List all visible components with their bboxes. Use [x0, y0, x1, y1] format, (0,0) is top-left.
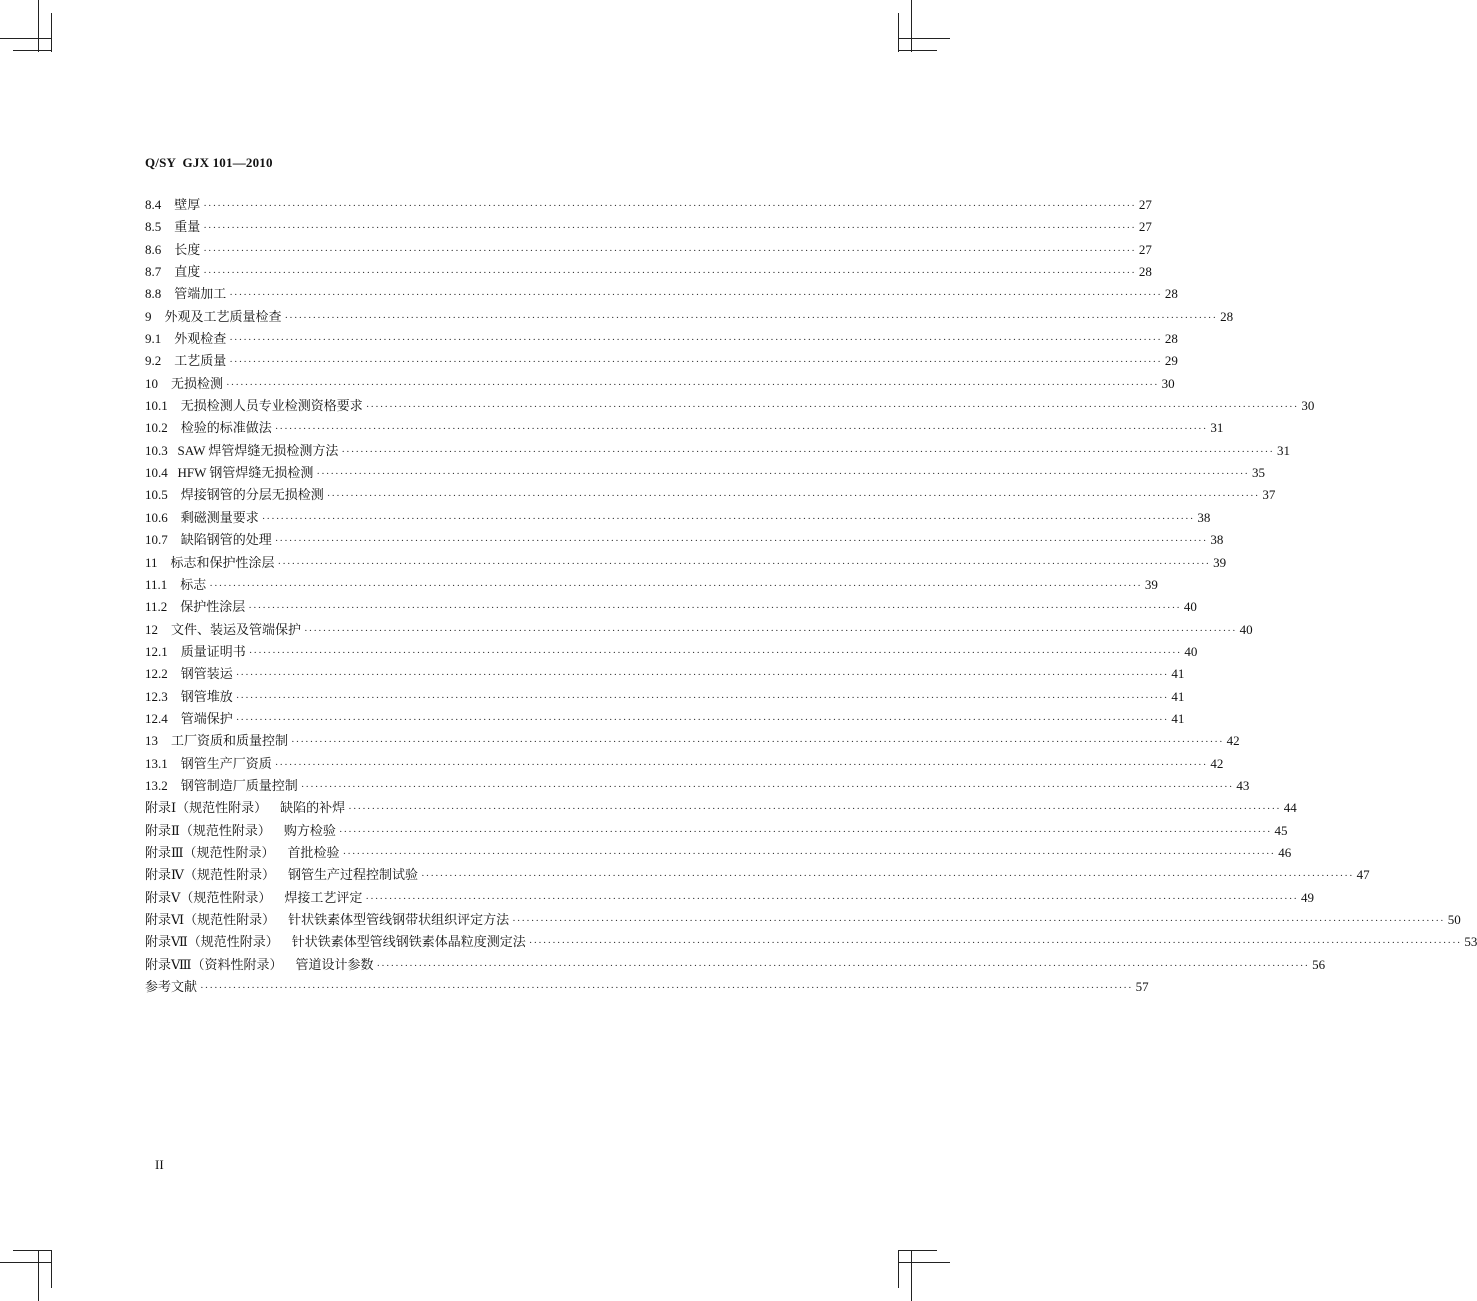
toc-entry-page: 38 [1197, 509, 1211, 525]
toc-entry-page: 30 [1301, 398, 1315, 414]
toc-dot-leader: ········································································································································································································ [235, 691, 1169, 704]
toc-entry[interactable] [145, 261, 1152, 283]
toc-dot-leader: ········································································································································································································ [291, 736, 1224, 749]
toc-entry-title: 剩磁测量要求 [180, 509, 259, 525]
toc-entry-title: 无损检测人员专业检测资格要求 [180, 398, 363, 414]
toc-entry[interactable] [145, 663, 1185, 685]
crop-mark [13, 50, 52, 51]
toc-entry-number: 10.4 [145, 465, 168, 481]
toc-entry-number: 11.2 [145, 599, 168, 615]
toc-entry-gap [168, 663, 181, 685]
toc-entry-number: 12.4 [145, 710, 168, 726]
toc-dot-leader: ········································································································································································································ [274, 535, 1208, 548]
toc-entry-gap [168, 686, 181, 708]
toc-entry-page: 41 [1171, 666, 1185, 682]
toc-entry[interactable] [145, 775, 1250, 797]
toc-entry-gap [161, 239, 174, 261]
toc-entry-gap [167, 596, 180, 618]
toc-entry[interactable] [145, 350, 1178, 372]
toc-entry-page: 27 [1138, 197, 1152, 212]
toc-entry[interactable] [145, 484, 1276, 506]
toc-entry-gap [279, 931, 292, 953]
toc-entry-number: 10 [145, 375, 158, 391]
toc-entry-page: 37 [1262, 487, 1276, 503]
toc-entry-page: 39 [1144, 576, 1158, 592]
toc-dot-leader: ········································································································································································································ [200, 982, 1133, 995]
toc-entry-page: 50 [1447, 912, 1461, 927]
toc-entry-number: 9.1 [145, 331, 162, 347]
toc-dot-leader: ········································································································································································································ [203, 200, 1136, 212]
table-of-contents [145, 194, 1477, 998]
toc-entry-gap [161, 216, 174, 238]
toc-entry[interactable] [145, 373, 1175, 395]
toc-entry-gap [168, 440, 178, 462]
toc-entry-number: 10.6 [145, 509, 168, 525]
toc-entry-title: 重量 [174, 219, 201, 235]
toc-entry-number: 12.1 [145, 643, 168, 659]
toc-entry-number: 12 [145, 621, 158, 637]
toc-entry-title: 无损检测 [171, 375, 224, 391]
toc-entry-title: 标志 [180, 576, 207, 592]
toc-dot-leader: ········································································································································································································ [203, 244, 1136, 257]
toc-entry-number: 附录Ⅶ（规范性附录） [145, 934, 279, 950]
toc-entry-title: 外观检查 [174, 331, 227, 347]
toc-entry-gap [168, 395, 181, 417]
toc-entry[interactable] [145, 708, 1185, 730]
toc-entry-page: 45 [1274, 822, 1288, 838]
toc-entry-page: 40 [1183, 599, 1197, 615]
toc-entry-gap [275, 909, 288, 931]
toc-entry-page: 38 [1210, 532, 1224, 548]
crop-mark [38, 1250, 39, 1301]
toc-entry-number: 附录Ⅰ（规范性附录） [145, 800, 268, 816]
toc-entry-title: 焊接钢管的分层无损检测 [180, 487, 324, 503]
toc-entry[interactable] [145, 440, 1290, 462]
toc-entry-title: HFW 钢管焊缝无损检测 [177, 465, 314, 481]
toc-entry-number: 11 [145, 554, 158, 570]
crop-mark [38, 0, 39, 52]
toc-entry[interactable] [145, 328, 1178, 350]
toc-entry-gap [158, 373, 171, 395]
toc-entry-number: 8.6 [145, 241, 162, 257]
toc-entry-number: 13 [145, 733, 158, 749]
toc-entry-page: 27 [1138, 219, 1152, 235]
toc-entry-gap [168, 641, 181, 663]
toc-entry-number: 附录Ⅱ（规范性附录） [145, 822, 271, 838]
crop-mark [0, 1262, 52, 1263]
crop-mark [898, 1262, 950, 1263]
toc-entry-gap [158, 552, 171, 574]
toc-entry-gap [271, 887, 284, 909]
toc-entry-number: 13.1 [145, 755, 168, 771]
toc-entry-page: 42 [1210, 755, 1224, 771]
toc-dot-leader: ········································································································································································································ [274, 758, 1208, 771]
toc-entry-gap [168, 753, 181, 775]
toc-dot-leader: ········································································································································································································ [203, 222, 1136, 235]
toc-entry-gap [282, 954, 295, 976]
toc-entry-number: 附录Ⅲ（规范性附录） [145, 844, 275, 860]
toc-entry[interactable] [145, 283, 1178, 305]
toc-entry-page: 28 [1138, 264, 1152, 280]
crop-mark [51, 1250, 52, 1288]
toc-entry-title: 管端保护 [180, 710, 233, 726]
toc-entry-number: 10.7 [145, 532, 168, 548]
toc-entry-gap [275, 842, 288, 864]
toc-entry[interactable] [145, 931, 1477, 953]
toc-entry-page: 39 [1213, 554, 1227, 570]
toc-entry-gap [167, 574, 180, 596]
crop-mark [13, 1250, 52, 1251]
crop-mark [911, 1250, 912, 1301]
toc-entry[interactable] [145, 395, 1315, 417]
toc-entry[interactable] [145, 753, 1224, 775]
toc-entry-number: 8.4 [145, 197, 162, 212]
toc-entry-gap [267, 797, 280, 819]
toc-entry[interactable] [145, 842, 1292, 864]
page-number: II [155, 1157, 164, 1172]
toc-entry-gap [161, 350, 174, 372]
toc-entry-page: 57 [1135, 979, 1149, 995]
toc-dot-leader: ········································································································································································································ [229, 356, 1162, 369]
toc-entry-gap [158, 730, 171, 752]
toc-dot-leader: ········································································································································································································ [235, 713, 1169, 726]
toc-entry-page: 28 [1164, 286, 1178, 302]
toc-entry-title: 首批检验 [287, 844, 340, 860]
toc-entry[interactable] [145, 239, 1152, 261]
toc-entry-number: 10.5 [145, 487, 168, 503]
toc-entry-number: 13.2 [145, 777, 168, 793]
toc-entry-page: 28 [1220, 308, 1234, 324]
toc-dot-leader: ········································································································································································································ [235, 669, 1169, 682]
toc-entry[interactable] [145, 306, 1234, 328]
toc-dot-leader: ········································································································································································································ [512, 915, 1445, 927]
toc-entry-number: 12.3 [145, 688, 168, 704]
toc-entry-gap [168, 708, 181, 730]
toc-entry-title: 壁厚 [174, 197, 201, 212]
crop-mark [898, 50, 937, 51]
toc-dot-leader: ········································································································································································································ [248, 602, 1181, 615]
toc-entry-gap [168, 775, 181, 797]
toc-entry[interactable] [145, 976, 1149, 998]
toc-entry-number: 10.1 [145, 398, 168, 414]
toc-dot-leader: ········································································································································································································ [229, 334, 1162, 347]
toc-entry-number: 参考文献 [145, 979, 198, 995]
toc-entry-title: 管道设计参数 [295, 956, 374, 972]
toc-entry[interactable] [145, 730, 1240, 752]
toc-entry-gap [168, 462, 178, 484]
toc-entry-gap [161, 328, 174, 350]
toc-dot-leader: ········································································································································································································ [528, 937, 1462, 950]
toc-entry[interactable] [145, 462, 1266, 484]
toc-entry-page: 41 [1171, 688, 1185, 704]
toc-entry-title: 工厂资质和质量控制 [171, 733, 289, 749]
toc-dot-leader: ········································································································································································································ [304, 624, 1237, 637]
toc-entry-title: 钢管生产过程控制试验 [288, 867, 419, 883]
toc-entry-title: 焊接工艺评定 [284, 889, 363, 905]
toc-entry-page: 46 [1278, 844, 1292, 860]
crop-mark [0, 38, 52, 39]
toc-entry-page: 35 [1252, 465, 1266, 481]
toc-entry[interactable] [145, 507, 1211, 529]
toc-entry[interactable] [145, 887, 1315, 909]
toc-entry-gap [152, 306, 165, 328]
toc-entry[interactable] [145, 619, 1253, 641]
toc-dot-leader: ········································································································································································································ [203, 267, 1136, 280]
toc-entry-gap [158, 619, 171, 641]
toc-dot-leader: ········································································································································································································ [226, 378, 1159, 391]
toc-entry-title: SAW 焊管焊缝无损检测方法 [177, 442, 339, 458]
toc-entry[interactable] [145, 194, 1152, 216]
toc-dot-leader: ········································································································································································································ [326, 490, 1260, 503]
toc-entry-page: 41 [1171, 710, 1185, 726]
toc-dot-leader: ········································································································································································································ [284, 311, 1218, 324]
toc-entry[interactable] [145, 864, 1370, 886]
toc-entry[interactable] [145, 797, 1297, 819]
toc-dot-leader: ········································································································································································································ [229, 289, 1162, 302]
toc-entry-page: 53 [1464, 934, 1477, 950]
toc-entry-gap [271, 820, 284, 842]
toc-entry-number: 附录Ⅷ（资料性附录） [145, 956, 283, 972]
toc-entry-title: 购方检验 [283, 822, 336, 838]
toc-entry-gap [275, 864, 288, 886]
toc-entry-page: 56 [1312, 956, 1326, 972]
toc-entry-gap [168, 507, 181, 529]
toc-entry-title: 检验的标准做法 [180, 420, 272, 436]
toc-entry-page: 44 [1283, 800, 1297, 816]
toc-entry-number: 附录Ⅴ（规范性附录） [145, 889, 272, 905]
toc-entry-gap [168, 417, 181, 439]
toc-dot-leader: ········································································································································································································ [348, 803, 1281, 816]
toc-entry-title: 缺陷的补焊 [280, 800, 346, 816]
toc-entry-gap [161, 194, 174, 216]
toc-dot-leader: ········································································································································································································ [261, 512, 1195, 525]
toc-entry-number: 8.8 [145, 286, 162, 302]
toc-entry-number: 附录Ⅳ（规范性附录） [145, 867, 275, 883]
toc-dot-leader: ········································································································································································································ [316, 468, 1250, 481]
toc-entry-title: 长度 [174, 241, 201, 257]
toc-entry-gap [168, 529, 181, 551]
toc-entry-page: 29 [1164, 353, 1178, 369]
crop-mark [898, 38, 950, 39]
document-code: Q/SY GJX 101—2010 [145, 155, 273, 170]
toc-entry-number: 10.3 [145, 442, 168, 458]
crop-mark [898, 1250, 899, 1288]
toc-entry-number: 9 [145, 308, 152, 324]
toc-entry-number: 11.1 [145, 576, 168, 592]
toc-entry-gap [161, 261, 174, 283]
toc-entry-title: 保护性涂层 [180, 599, 246, 615]
toc-entry-page: 28 [1164, 331, 1178, 347]
toc-entry-number: 8.5 [145, 219, 162, 235]
toc-entry-number: 12.2 [145, 666, 168, 682]
toc-entry-number: 9.2 [145, 353, 162, 369]
toc-entry-page: 43 [1236, 777, 1250, 793]
toc-entry[interactable] [145, 820, 1288, 842]
crop-mark [898, 13, 899, 52]
toc-dot-leader: ········································································································································································································ [365, 892, 1299, 905]
toc-entry-number: 8.7 [145, 264, 162, 280]
toc-entry-page: 27 [1138, 241, 1152, 257]
toc-dot-leader: ········································································································································································································ [209, 579, 1142, 592]
toc-entry-title: 外观及工艺质量检查 [164, 308, 282, 324]
toc-dot-leader: ········································································································································································································ [277, 557, 1211, 570]
crop-mark [911, 0, 912, 52]
toc-entry-title: 钢管装运 [180, 666, 233, 682]
toc-entry-page: 40 [1239, 621, 1253, 637]
toc-entry-gap [168, 484, 181, 506]
toc-entry-title: 缺陷钢管的处理 [180, 532, 272, 548]
toc-entry[interactable] [145, 909, 1461, 931]
toc-entry-page: 49 [1301, 889, 1315, 905]
crop-mark [898, 1250, 937, 1251]
toc-entry[interactable] [145, 529, 1224, 551]
toc-entry-page: 42 [1226, 733, 1240, 749]
toc-dot-leader: ········································································································································································································ [338, 825, 1272, 838]
toc-entry-title: 针状铁素体型管线钢铁素体晶粒度测定法 [291, 934, 526, 950]
crop-mark [51, 13, 52, 52]
toc-entry-title: 钢管生产厂资质 [180, 755, 272, 771]
toc-entry-page: 31 [1277, 442, 1290, 458]
toc-entry[interactable] [145, 574, 1158, 596]
toc-entry-title: 工艺质量 [174, 353, 227, 369]
toc-entry-page: 47 [1356, 867, 1370, 883]
toc-dot-leader: ········································································································································································································ [274, 423, 1208, 436]
toc-dot-leader: ········································································································································································································ [376, 959, 1310, 972]
toc-entry-page: 30 [1161, 375, 1175, 391]
toc-dot-leader: ········································································································································································································ [421, 870, 1354, 883]
toc-dot-leader: ········································································································································································································ [248, 646, 1182, 659]
toc-dot-leader: ········································································································································································································ [300, 780, 1234, 793]
toc-entry-number: 附录Ⅵ（规范性附录） [145, 912, 276, 927]
toc-entry-title: 文件、装运及管端保护 [171, 621, 302, 637]
toc-entry-number: 10.2 [145, 420, 168, 436]
toc-entry-gap [161, 283, 174, 305]
toc-entry-page: 31 [1210, 420, 1224, 436]
toc-entry[interactable] [145, 417, 1224, 439]
toc-entry[interactable] [145, 954, 1326, 976]
toc-entry[interactable] [145, 216, 1152, 238]
toc-dot-leader: ········································································································································································································ [365, 401, 1299, 414]
toc-dot-leader: ········································································································································································································ [342, 847, 1276, 860]
toc-entry[interactable] [145, 641, 1198, 663]
toc-entry[interactable] [145, 552, 1227, 574]
toc-entry-title: 钢管堆放 [180, 688, 233, 704]
toc-entry-title: 管端加工 [174, 286, 227, 302]
toc-entry[interactable] [145, 596, 1197, 618]
toc-entry-title: 钢管制造厂质量控制 [180, 777, 298, 793]
toc-entry-title: 质量证明书 [180, 643, 246, 659]
toc-entry[interactable] [145, 686, 1185, 708]
toc-dot-leader: ········································································································································································································ [341, 445, 1274, 458]
toc-entry-title: 标志和保护性涂层 [170, 554, 275, 570]
toc-entry-title: 直度 [174, 264, 201, 280]
toc-entry-title: 针状铁素体型管线钢带状组织评定方法 [288, 912, 510, 927]
toc-entry-page: 40 [1184, 643, 1198, 659]
